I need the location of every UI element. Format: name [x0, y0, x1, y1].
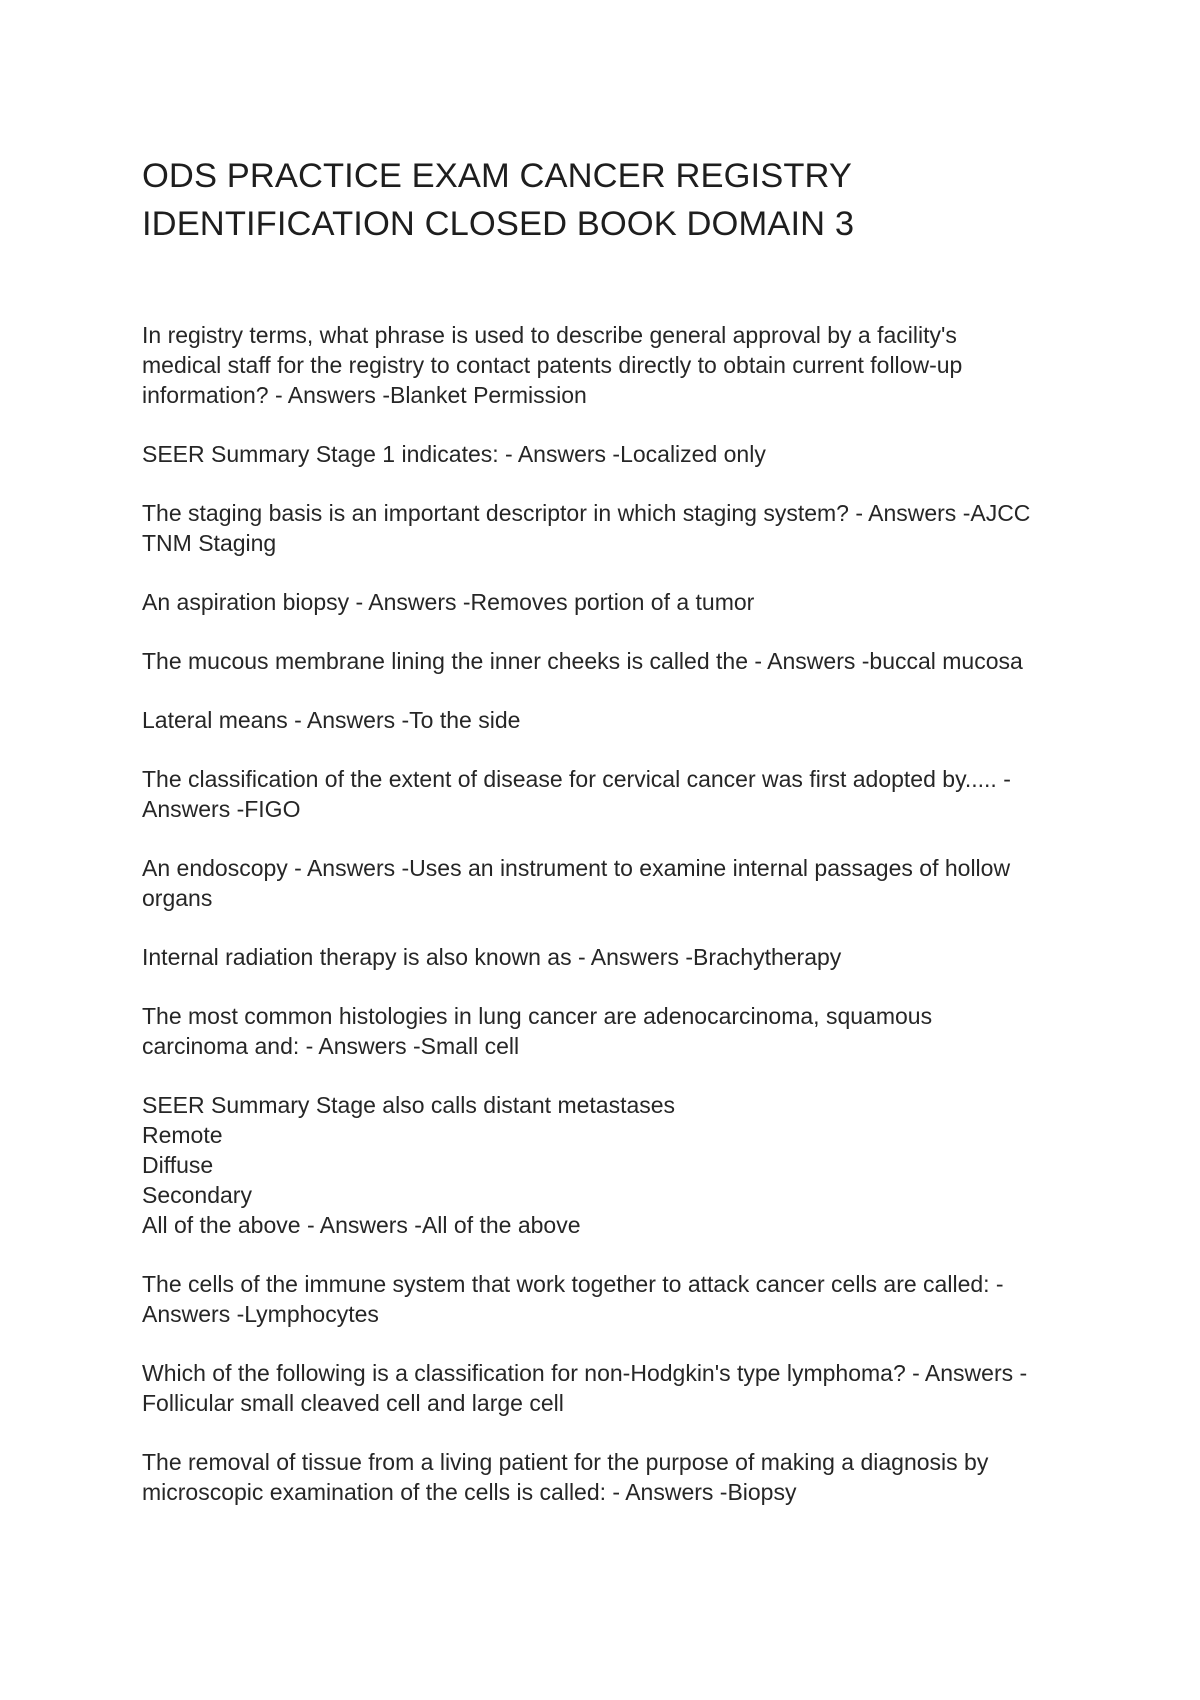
text-line: organs: [142, 885, 213, 911]
question-answer-item: [142, 1090, 1072, 1240]
text-line: An endoscopy - Answers -Uses an instrument to examine internal passages of hollow: [142, 855, 1011, 881]
question-answer-item: [142, 1358, 1072, 1418]
question-answer-item: [142, 853, 1072, 913]
text-line: The cells of the immune system that work together to attack cancer cells are called: -: [142, 1271, 1004, 1297]
question-answer-item: [142, 705, 1072, 735]
text-line: carcinoma and: - Answers -Small cell: [142, 1033, 520, 1059]
text-line: The classification of the extent of disease for cervical cancer was first adopted by..... -: [142, 766, 1011, 792]
text-line: Internal radiation therapy is also known as - Answers -Brachytherapy: [142, 944, 842, 970]
question-answer-item: [142, 439, 1072, 469]
text-line: The mucous membrane lining the inner cheeks is called the - Answers -buccal mucosa: [142, 648, 1023, 674]
text-line: Follicular small cleaved cell and large cell: [142, 1390, 564, 1416]
text-line: The removal of tissue from a living patient for the purpose of making a diagnosis by: [142, 1449, 989, 1475]
text-line: Remote: [142, 1122, 223, 1148]
document-title: [142, 152, 1072, 248]
text-line: SEER Summary Stage 1 indicates: - Answers -Localized only: [142, 441, 766, 467]
text-line: SEER Summary Stage also calls distant metastases: [142, 1092, 676, 1118]
text-line: An aspiration biopsy - Answers -Removes portion of a tumor: [142, 589, 755, 615]
text-line: Diffuse: [142, 1152, 214, 1178]
text-line: TNM Staging: [142, 530, 277, 556]
question-answer-item: [142, 1001, 1072, 1061]
title-line: IDENTIFICATION CLOSED BOOK DOMAIN 3: [142, 205, 855, 243]
text-line: Which of the following is a classification for non-Hodgkin's type lymphoma? - Answers -: [142, 1360, 1028, 1386]
question-answer-list: [142, 320, 1072, 1507]
title-line: ODS PRACTICE EXAM CANCER REGISTRY: [142, 157, 853, 195]
text-line: Answers -FIGO: [142, 796, 301, 822]
question-answer-item: [142, 587, 1072, 617]
text-line: Secondary: [142, 1182, 252, 1208]
text-line: Lateral means - Answers -To the side: [142, 707, 521, 733]
text-line: Answers -Lymphocytes: [142, 1301, 379, 1327]
document-page: [142, 152, 1072, 1536]
text-line: All of the above - Answers -All of the above: [142, 1212, 581, 1238]
text-line: information? - Answers -Blanket Permission: [142, 382, 587, 408]
question-answer-item: [142, 646, 1072, 676]
text-line: In registry terms, what phrase is used to describe general approval by a facility's: [142, 322, 957, 348]
question-answer-item: [142, 320, 1072, 410]
question-answer-item: [142, 764, 1072, 824]
text-line: microscopic examination of the cells is called: - Answers -Biopsy: [142, 1479, 797, 1505]
text-line: medical staff for the registry to contact patents directly to obtain current follow-up: [142, 352, 963, 378]
question-answer-item: [142, 498, 1072, 558]
question-answer-item: [142, 1447, 1072, 1507]
question-answer-item: [142, 1269, 1072, 1329]
question-answer-item: [142, 942, 1072, 972]
text-line: The most common histologies in lung cancer are adenocarcinoma, squamous: [142, 1003, 933, 1029]
text-line: The staging basis is an important descriptor in which staging system? - Answers -AJCC: [142, 500, 1031, 526]
